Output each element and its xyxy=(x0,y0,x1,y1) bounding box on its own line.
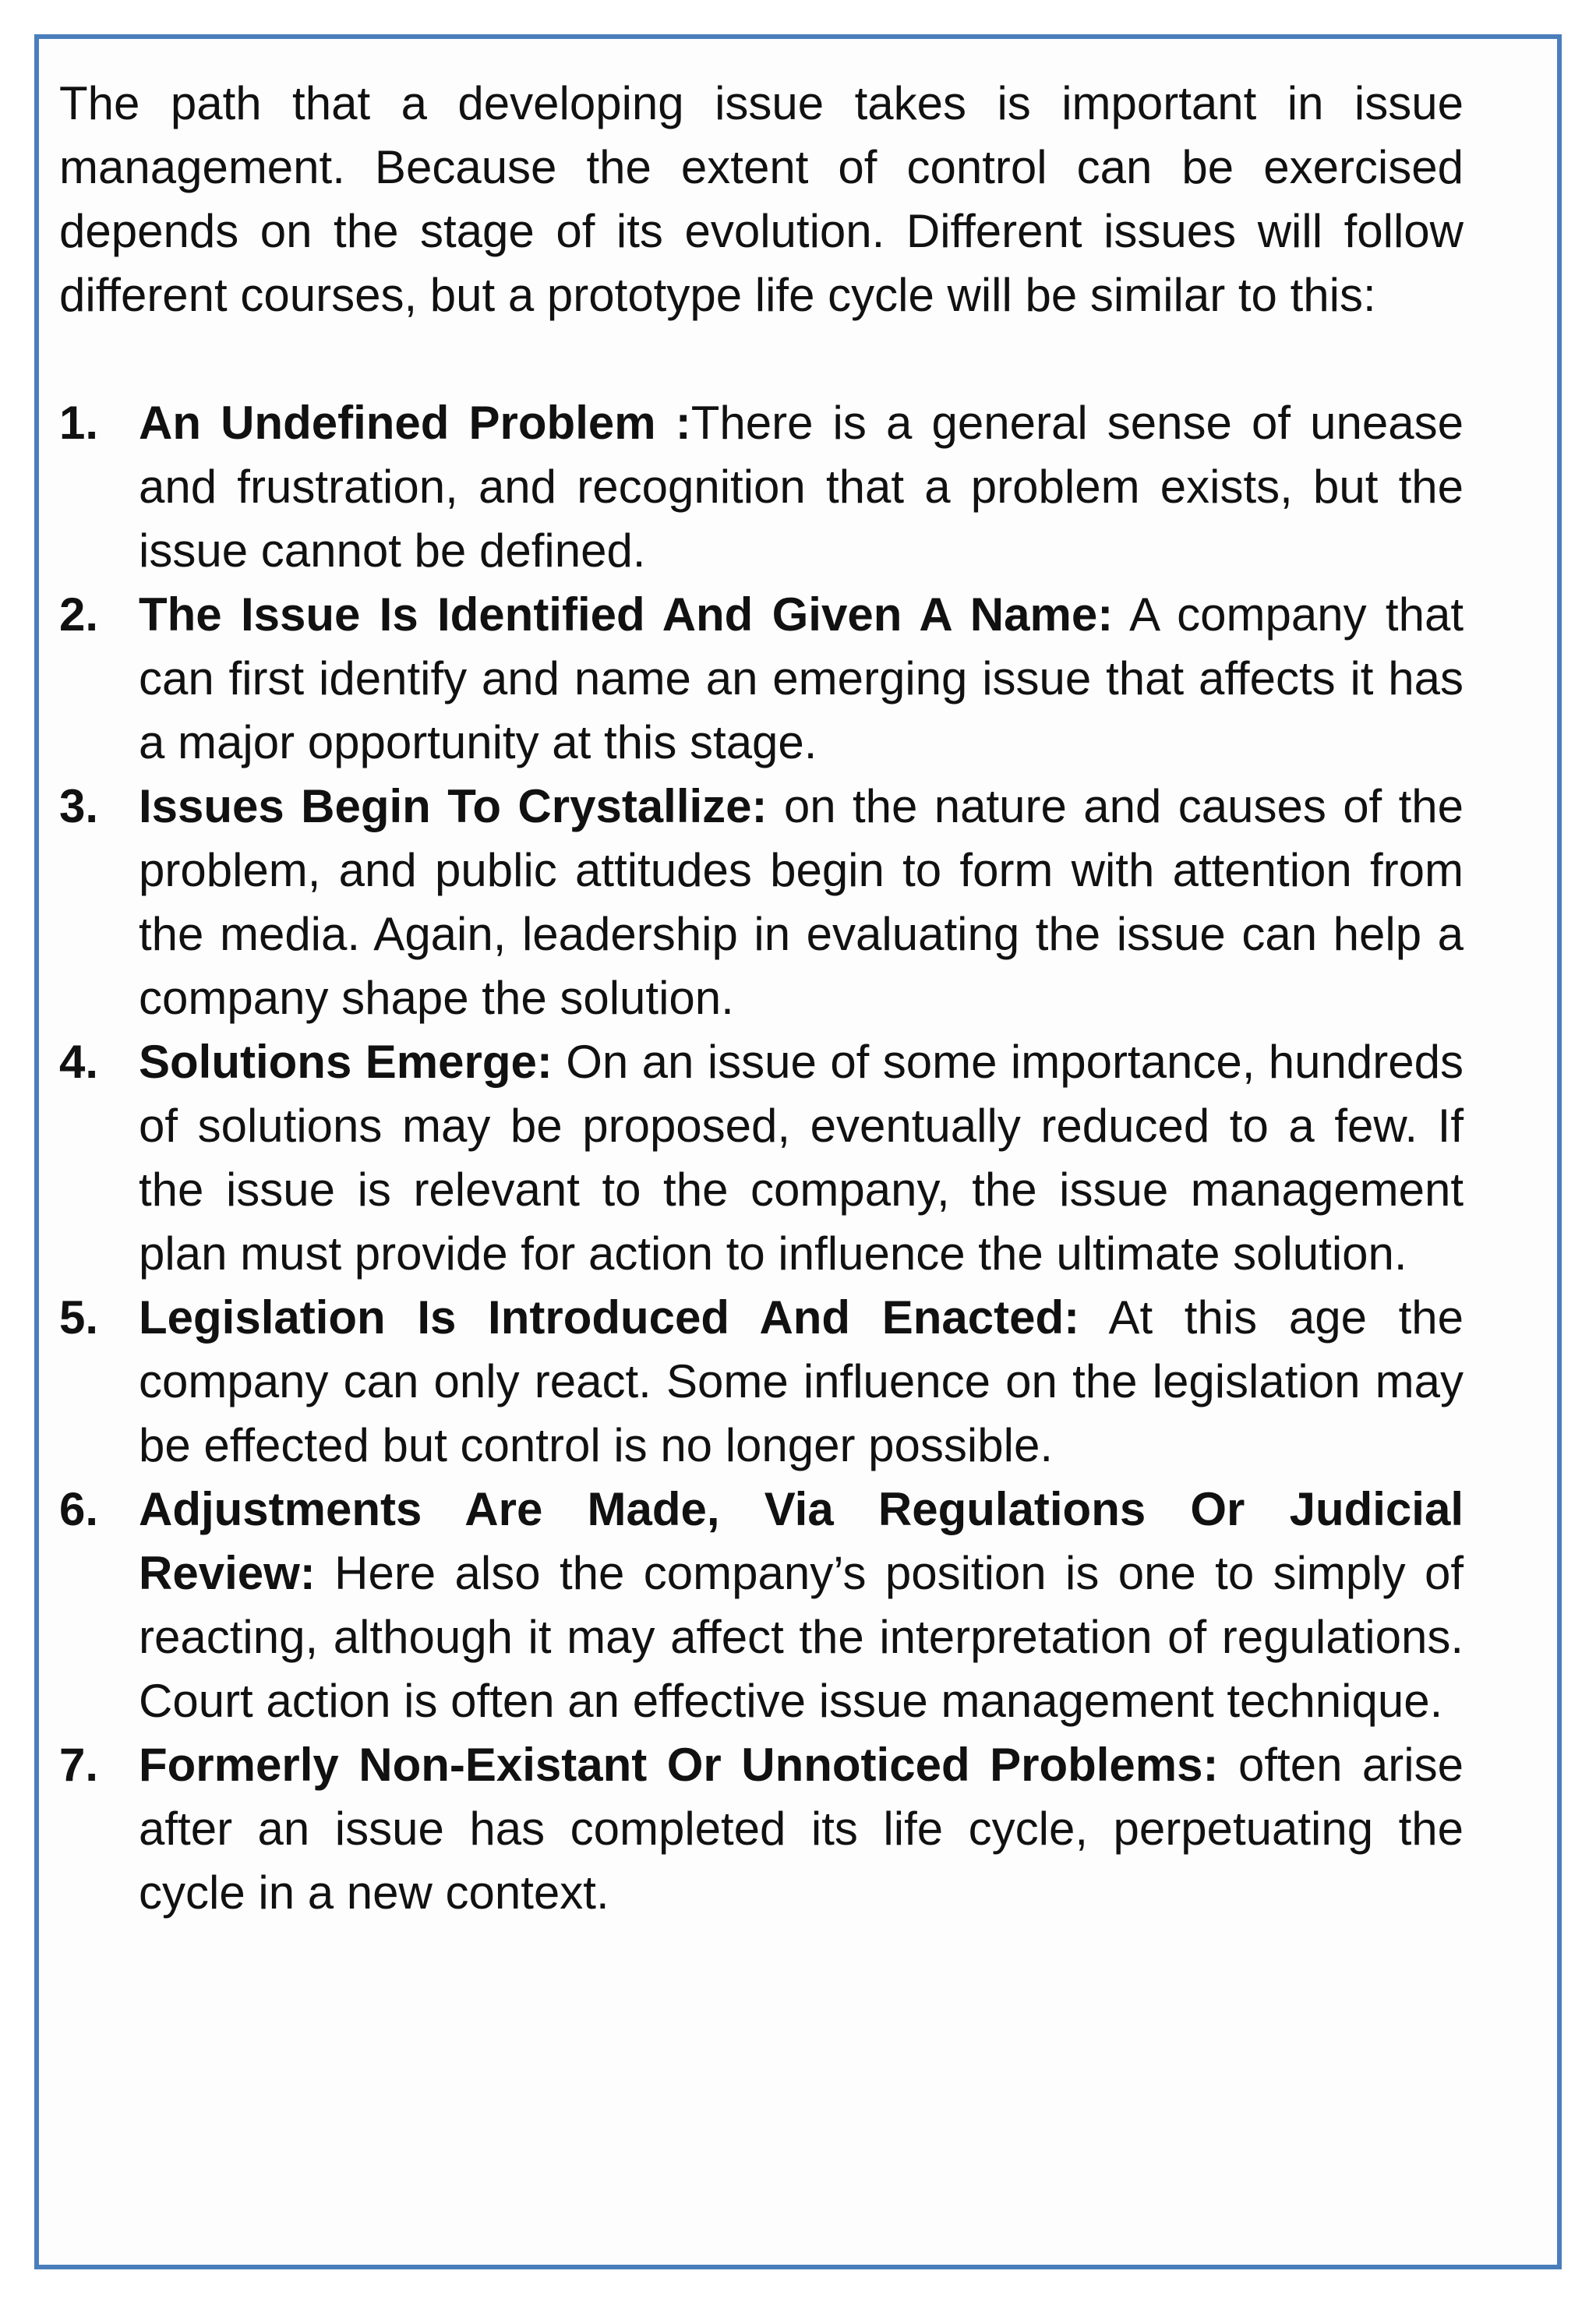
item-heading: Solutions Emerge: xyxy=(139,1036,553,1088)
list-number: 6. xyxy=(59,1483,99,1535)
item-heading: The Issue Is Identified And Given A Name: xyxy=(139,588,1114,641)
list-item xyxy=(59,1733,1464,1925)
list-number: 1. xyxy=(59,397,99,449)
item-heading: Adjustments Are Made, Via Regulations Or Judicial Review: xyxy=(139,1483,1464,1599)
item-heading: Issues Begin To Crystallize: xyxy=(139,780,768,832)
item-text: Here also the company’s position is one to simply of reacting, although it may affect the interpretation of regulations. Court action is often an effective issue management technique. xyxy=(139,1547,1464,1727)
list-item xyxy=(59,1030,1464,1286)
item-heading: Formerly Non-Existant Or Unnoticed Problems: xyxy=(139,1739,1219,1791)
item-text: A company that can first identify and name an emerging issue that affects it has a major opportunity at this stage. xyxy=(139,588,1464,768)
list-number: 2. xyxy=(59,588,99,641)
list-number: 5. xyxy=(59,1291,99,1344)
list-number: 3. xyxy=(59,780,99,832)
item-heading: An Undefined Problem : xyxy=(139,397,691,449)
item-heading: Legislation Is Introduced And Enacted: xyxy=(139,1291,1080,1344)
list-item xyxy=(59,583,1464,775)
item-text: At this age the company can only react. Some influence on the legislation may be effected but control is no longer possible. xyxy=(139,1291,1464,1471)
list-number: 4. xyxy=(59,1036,99,1088)
item-text: There is a general sense of unease and frustration, and recognition that a problem exists, but the issue cannot be defined. xyxy=(139,397,1464,577)
item-text: on the nature and causes of the problem, and public attitudes begin to form with attention from the media. Again, leadership in evaluating the issue can help a company shape the solution. xyxy=(139,780,1464,1024)
document-body xyxy=(59,72,1464,1925)
life-cycle-list xyxy=(59,391,1464,1925)
list-item xyxy=(59,775,1464,1030)
item-text: On an issue of some importance, hundreds of solutions may be proposed, eventually reduced to a few. If the issue is relevant to the company, the issue management plan must provide for action to influence the ultimate solution. xyxy=(139,1036,1464,1280)
list-number: 7. xyxy=(59,1739,99,1791)
intro-paragraph: The path that a developing issue takes is important in issue management. Because the extent of control can be exercised depends on the stage of its evolution. Different issues will follow different courses, but a prototype life cycle will be similar to this: xyxy=(59,77,1464,321)
list-item xyxy=(59,391,1464,583)
list-item xyxy=(59,1478,1464,1733)
item-text: often arise after an issue has completed its life cycle, perpetuating the cycle in a new context. xyxy=(139,1739,1464,1919)
list-item xyxy=(59,1286,1464,1478)
